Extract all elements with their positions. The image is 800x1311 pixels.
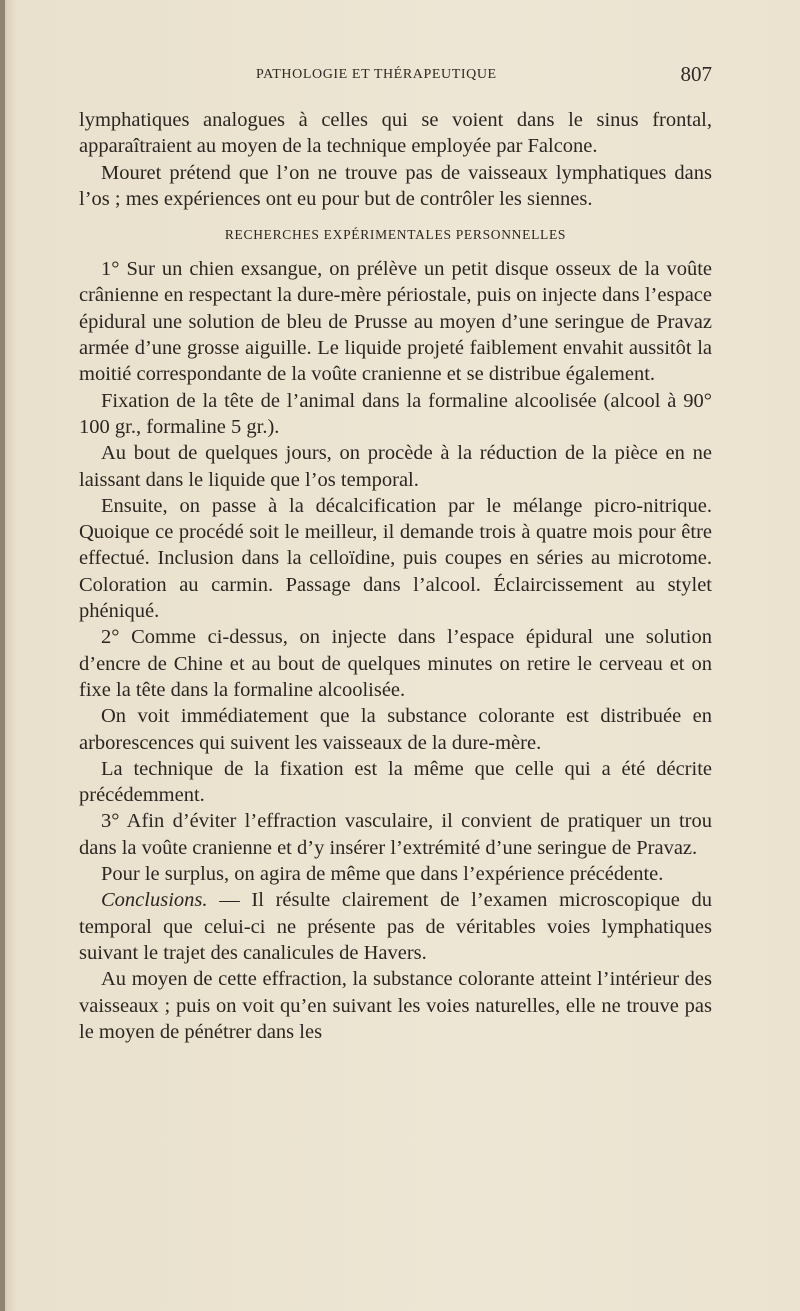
paragraph: Au moyen de cette effraction, la substance colorante atteint l’intérieur des vaisseaux ; puis on voit qu’en suivant les voies naturelles, elle ne trouve pas le moyen de pénétrer dans les — [79, 968, 712, 1043]
conclusion-paragraph — [79, 887, 712, 966]
paragraph: Fixation de la tête de l’animal dans la formaline alcoolisée (alcool à 90° 100 gr., formaline 5 gr.). — [79, 389, 712, 438]
paragraph: 2° Comme ci-dessus, on injecte dans l’espace épidural une solution d’encre de Chine et au bout de quelques minutes on retire le cerveau et on fixe la tête dans la formaline alcoolisée. — [79, 626, 712, 701]
body-text — [79, 107, 712, 1045]
paragraph: Au bout de quelques jours, on procède à la réduction de la pièce en ne laissant dans le liquide que l’os temporal. — [79, 442, 712, 491]
paragraph: La technique de la fixation est la même que celle qui a été décrite précédemment. — [79, 757, 712, 807]
conclusion-text: — Il résulte clairement de l’examen microscopique du temporal que celui-ci ne présente pas de véritables voies lymphatiques suivant le trajet des canalicules de Havers. — [79, 889, 712, 964]
paragraph: Mouret prétend que l’on ne trouve pas de vaisseaux lymphatiques dans l’os ; mes expériences ont eu pour but de contrôler les siennes. — [79, 161, 712, 210]
paragraph: Pour le surplus, on agira de même que dans l’expérience précédente. — [101, 863, 664, 886]
paragraph: 1° Sur un chien exsangue, on prélève un petit disque osseux de la voûte crânienne en respectant la dure-mère périostale, puis on injecte dans l’espace épidural une solution de bleu de Prusse au moyen d’une seringue de Pravaz armée d’une grosse aiguille. Le liquide projeté faiblement envahit aussitôt la moitié correspondante de la voûte cranienne et se distribue également. — [79, 258, 712, 386]
section-title: RECHERCHES EXPÉRIMENTALES PERSONNELLES — [224, 227, 567, 243]
page-binding-edge — [0, 0, 5, 1311]
paragraph: 3° Afin d’éviter l’effraction vasculaire, il convient de pratiquer un trou dans la voûte cranienne et d’y insérer l’extrémité d’une seringue de Pravaz. — [79, 810, 712, 859]
conclusion-label: Conclusions. — [101, 889, 208, 912]
running-head — [256, 62, 716, 88]
paragraph: On voit immédiatement que la substance colorante est distribuée en arborescences qui suivent les vaisseaux de la dure-mère. — [79, 705, 712, 754]
paragraph: lymphatiques analogues à celles qui se voient dans le sinus frontal, apparaîtraient au moyen de la technique employée par Falcone. — [79, 109, 712, 158]
paragraph: Ensuite, on passe à la décalcification par le mélange picro-nitrique. Quoique ce procédé soit le meilleur, il demande trois à quatre mois pour être effectué. Inclusion dans la celloïdine, puis coupes en séries au microtome. Coloration au carmin. Passage dans l’alcool. Éclaircissement au stylet phéniqué. — [79, 494, 712, 623]
page-number: 807 — [680, 62, 712, 86]
running-head-title: PATHOLOGIE ET THÉRAPEUTIQUE — [256, 67, 497, 82]
